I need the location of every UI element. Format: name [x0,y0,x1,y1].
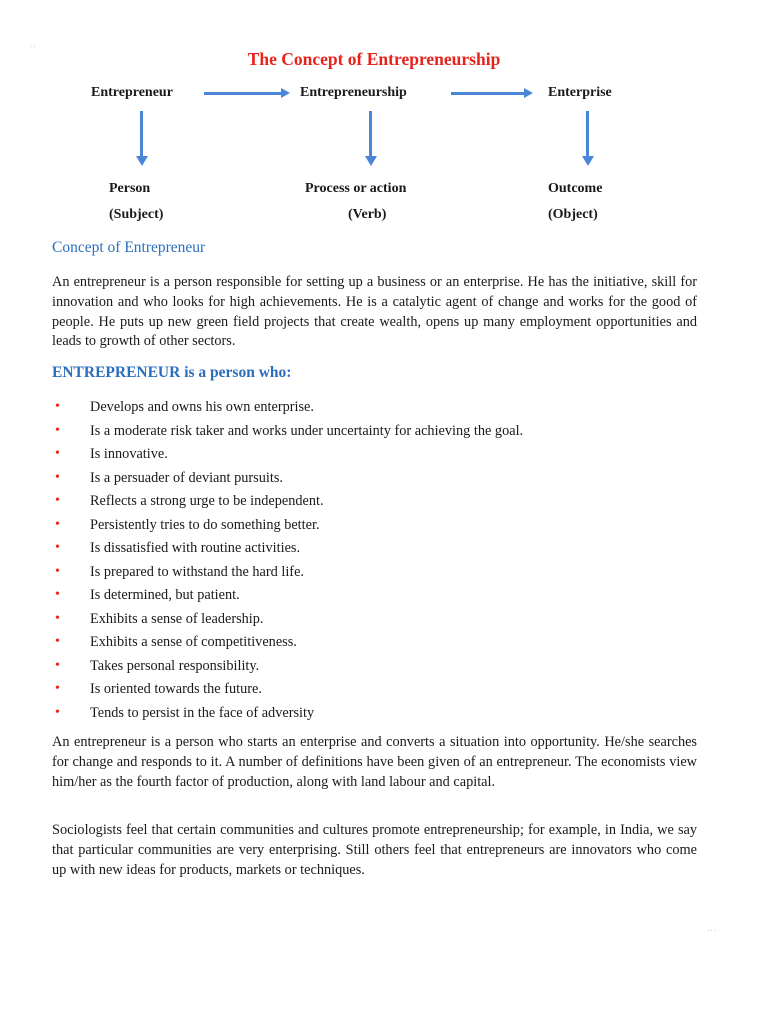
page-title: The Concept of Entrepreneurship [247,49,501,69]
diagram-enterprise-label: Enterprise [548,85,612,100]
diagram-process-label: Process or action [305,181,407,196]
list-item-text: Is oriented towards the future. [90,681,262,697]
corner-mark: - - - [707,928,716,934]
list-item-text: Exhibits a sense of leadership. [90,610,264,627]
list-item-text: Tends to persist in the face of adversity [90,704,315,721]
diagram-subject-label: (Subject) [109,207,164,222]
list-item-text: Is a persuader of deviant pursuits. [90,469,283,486]
list-item [52,586,523,610]
bullet-icon: • [55,610,60,626]
right-arrow-icon [451,92,525,95]
bullet-icon: • [55,493,60,508]
paragraph-concept: An entrepreneur is a person responsible for setting up a business or an enterprise. He has the initiative, skill for innovation and who looks for high achievements. He is a catalytic agent of change and works for the good of people. He puts up new green field projects that create wealth, opens up many employment opportunities and leads to growth of other sectors. [52,274,697,350]
list-item [52,539,523,563]
bullet-icon: • [55,469,60,485]
bullet-icon: • [55,704,60,720]
diagram-object-label: (Object) [548,207,598,222]
down-arrow-icon [369,111,372,157]
diagram-outcome-label: Outcome [548,181,603,196]
down-arrow-icon [586,111,589,157]
bullet-icon: • [55,587,60,602]
list-item-text: Is innovative. [90,446,168,462]
list-item [52,398,523,422]
bullet-icon: • [55,422,60,438]
section-heading-concept: Concept of Entrepreneur [52,239,206,256]
list-item [52,422,523,446]
bullet-icon: • [55,446,60,461]
list-item [52,633,523,657]
list-item [52,516,523,540]
diagram-entrepreneur-label: Entrepreneur [91,85,173,100]
list-item-text: Is determined, but patient. [90,587,240,603]
section-heading-person-who: ENTREPRENEUR is a person who: [52,364,292,381]
down-arrow-icon [140,111,143,157]
list-item-text: Takes personal responsibility. [90,657,260,674]
bullet-icon: • [55,657,60,673]
paragraph-definition: An entrepreneur is a person who starts an enterprise and converts a situation into opportunity. He/she searches for change and responds to it. A number of definitions have been given of an entrepreneur. The economists view him/her as the fourth factor of production, along with land labour and capital. [52,734,697,790]
bullet-list [52,398,523,727]
list-item-text: Develops and owns his own enterprise. [90,399,314,415]
list-item-text: Is prepared to withstand the hard life. [90,563,304,580]
list-item-text: Is a moderate risk taker and works under uncertainty for achieving the goal. [90,422,524,439]
list-item [52,680,523,704]
bullet-icon: • [55,540,60,555]
bullet-icon: • [55,681,60,696]
bullet-icon: • [55,634,60,649]
diagram-verb-label: (Verb) [348,207,387,222]
list-item [52,445,523,469]
list-item [52,657,523,681]
paragraph-sociologists: Sociologists feel that certain communities and cultures promote entrepreneurship; for example, in India, we say that particular communities are very enterprising. Still others feel that entrepreneurs are innovators who come up with new ideas for products, markets or techniques. [52,822,697,878]
list-item-text: Is dissatisfied with routine activities. [90,540,301,556]
list-item [52,704,523,728]
list-item [52,610,523,634]
list-item [52,492,523,516]
diagram-person-label: Person [109,181,151,196]
list-item-text: Exhibits a sense of competitiveness. [90,634,297,650]
list-item [52,563,523,587]
diagram-entrepreneurship-label: Entrepreneurship [300,85,407,100]
bullet-icon: • [55,516,60,532]
bullet-icon: • [55,563,60,579]
corner-mark: - - [30,44,36,50]
list-item [52,469,523,493]
right-arrow-icon [204,92,282,95]
list-item-text: Reflects a strong urge to be independent. [90,493,324,509]
bullet-icon: • [55,399,60,414]
list-item-text: Persistently tries to do something better. [90,516,320,533]
